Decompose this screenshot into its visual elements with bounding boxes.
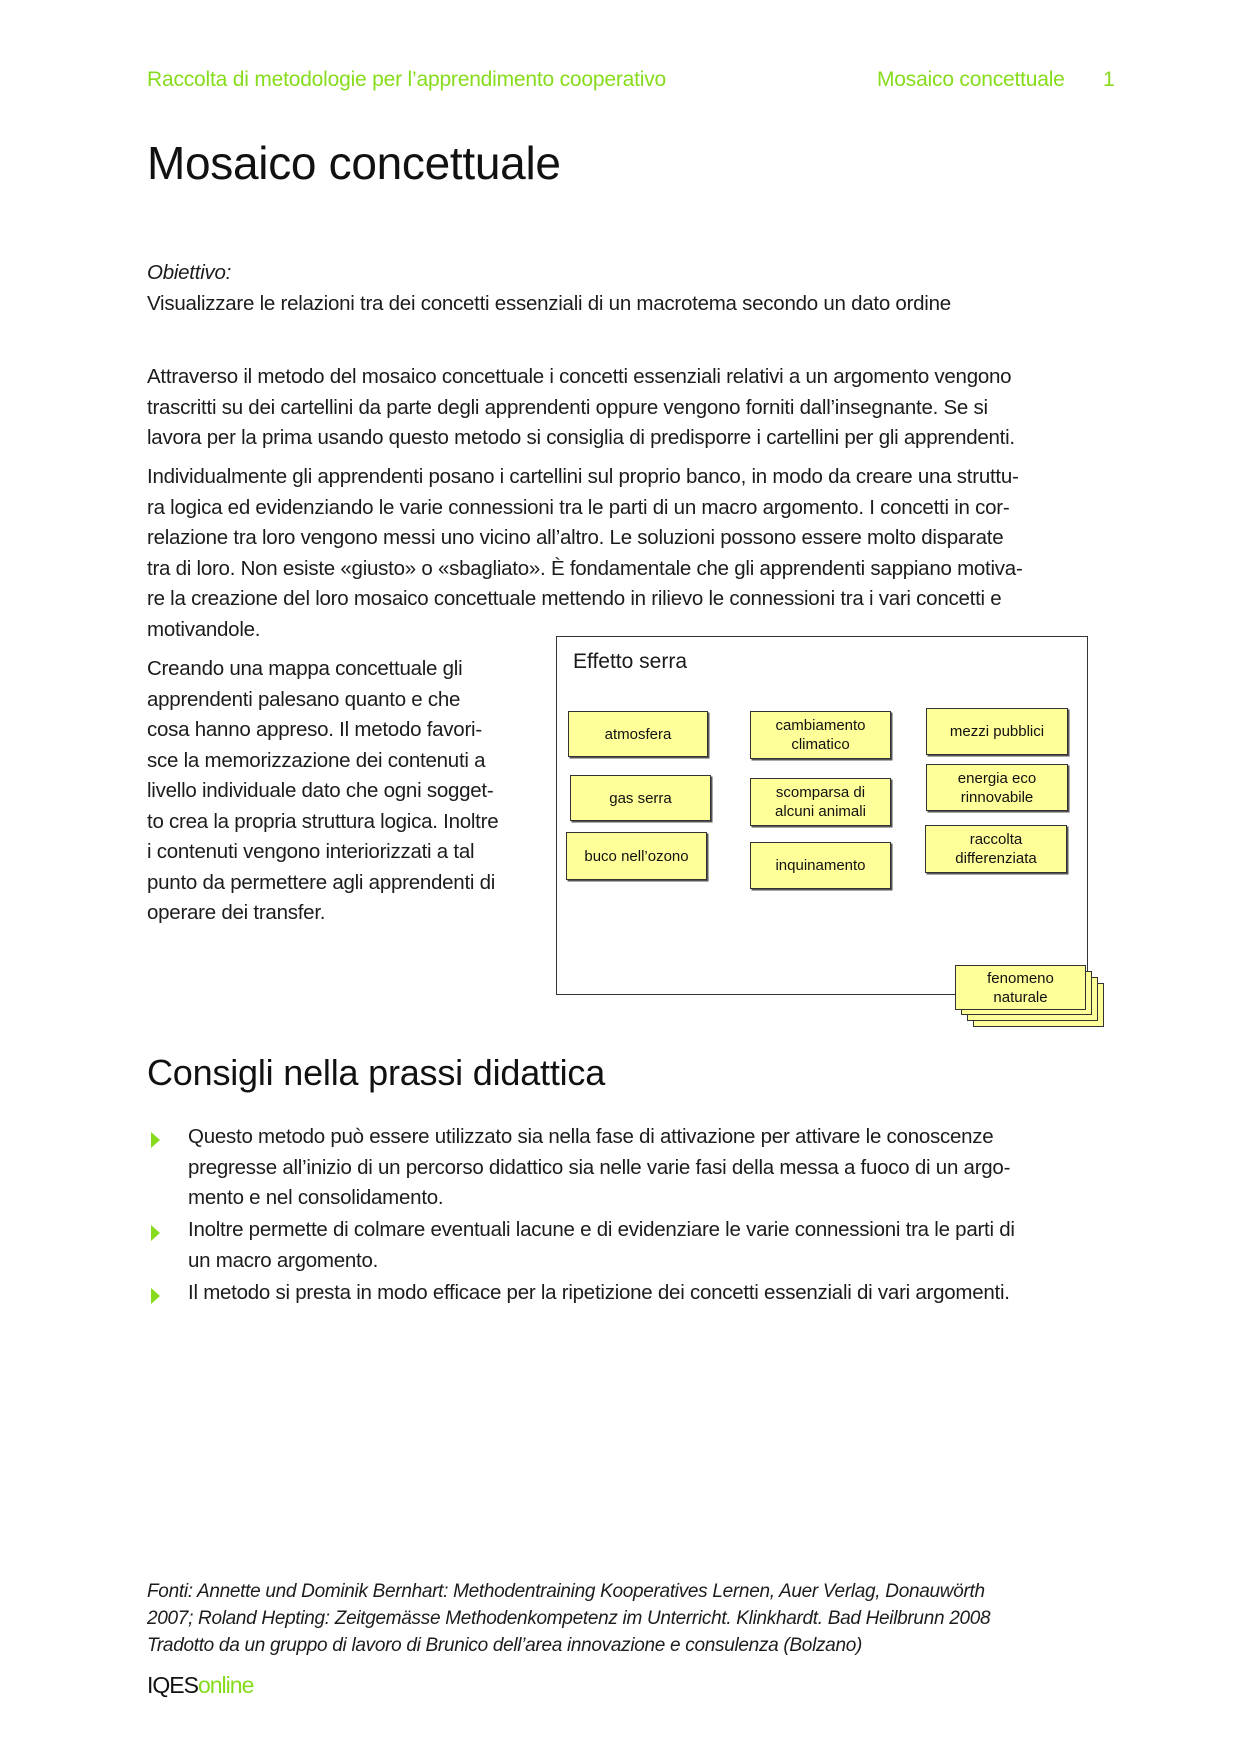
objective-label: Obiettivo: — [147, 261, 232, 284]
logo-part-online: online — [197, 1672, 254, 1698]
paragraph-line: tra di loro. Non esiste «giusto» o «sbagliato». È fondamentale che gli apprendenti sappiano motiva- — [147, 556, 1023, 580]
paragraph-line: livello individuale dato che ogni sogget- — [147, 779, 494, 802]
paragraph-line: motivandole. — [147, 617, 261, 641]
card-label: differenziata — [955, 850, 1037, 867]
card-label: gas serra — [609, 789, 672, 807]
bullet-item-1 — [188, 1122, 1010, 1214]
card-label: climatico — [791, 736, 850, 753]
card-label: naturale — [993, 988, 1048, 1006]
concept-card-energia-rinnovabile — [926, 764, 1068, 811]
page-number: 1 — [1103, 68, 1115, 91]
paragraph-line: Individualmente gli apprendenti posano i cartellini sul proprio banco, in modo da creare una struttu- — [147, 465, 1019, 488]
paragraph-line: apprendenti palesano quanto e che — [147, 687, 461, 711]
bullet-item-2 — [188, 1215, 1015, 1276]
concept-card-buco-ozono — [566, 832, 707, 880]
card-label: scomparsa di — [775, 784, 866, 801]
paragraph-line: operare dei transfer. — [147, 901, 326, 924]
sources-line: 2007; Roland Hepting: Zeitgemässe Methodenkompetenz im Unterricht. Klinkhardt. Bad Heilbrunn 2008 — [147, 1608, 991, 1629]
card-label: rinnovabile — [960, 788, 1034, 806]
concept-card-gas-serra — [570, 775, 711, 821]
concept-card-inquinamento — [750, 842, 891, 889]
paragraph-1 — [147, 362, 1015, 454]
paragraph-2 — [147, 462, 1023, 645]
triangle-right-icon — [151, 1225, 160, 1241]
paragraph-line: re la creazione del loro mosaico concettuale mettendo in rilievo le connessioni tra i vari concetti e — [147, 587, 1002, 610]
bullet-line: mento e nel consolidamento. — [188, 1186, 444, 1209]
bullet-line: Inoltre permette di colmare eventuali lacune e di evidenziare le varie connessioni tra le parti di — [188, 1218, 1015, 1241]
footer-sources — [147, 1578, 990, 1632]
concept-card-raccolta-differenziata — [925, 825, 1067, 873]
paragraph-line: ra logica ed evidenziando le varie connessioni tra le parti di un macro argomento. I concetti in cor- — [147, 495, 1010, 519]
paragraph-line: Attraverso il metodo del mosaico concettuale i concetti essenziali relativi a un argomento vengono — [147, 365, 1012, 388]
bullet-line: pregresse all’inizio di un percorso didattico sia nelle varie fasi della messa a fuoco di un argo- — [188, 1155, 1011, 1179]
header-section-title: Mosaico concettuale — [877, 68, 1065, 91]
card-label: atmosfera — [604, 725, 672, 743]
header-collection-title: Raccolta di metodologie per l’apprendimento cooperativo — [147, 68, 666, 91]
concept-card-mezzi-pubblici — [926, 708, 1068, 755]
concept-card-atmosfera — [568, 711, 708, 757]
paragraph-line: cosa hanno appreso. Il metodo favori- — [147, 718, 482, 741]
card-label: buco nell’ozono — [584, 847, 689, 865]
paragraph-3 — [147, 654, 498, 929]
card-label: alcuni animali — [775, 803, 866, 820]
card-label: inquinamento — [775, 857, 866, 874]
bullet-line: Questo metodo può essere utilizzato sia nella fase di attivazione per attivare le conoscenze — [188, 1125, 994, 1148]
triangle-right-icon — [151, 1288, 160, 1304]
objective-text: Visualizzare le relazioni tra dei concetti essenziali di un macrotema secondo un dato ordine — [147, 292, 951, 315]
card-label: mezzi pubblici — [949, 723, 1045, 740]
bullet-line: un macro argomento. — [188, 1248, 379, 1272]
logo-part-iqes: IQES — [147, 1672, 198, 1698]
card-label: raccolta — [969, 831, 1023, 848]
concept-card-fenomeno-naturale — [955, 965, 1086, 1010]
paragraph-line: sce la memorizzazione dei contenuti a — [147, 748, 486, 772]
triangle-right-icon — [151, 1132, 160, 1148]
section-heading-consigli: Consigli nella prassi didattica — [147, 1052, 606, 1093]
footer-translation: Tradotto da un gruppo di lavoro di Brunico dell’area innovazione e consulenza (Bolzano) — [147, 1635, 863, 1656]
card-label: cambiamento — [775, 717, 866, 734]
paragraph-line: Creando una mappa concettuale gli — [147, 657, 463, 680]
diagram-title: Effetto serra — [573, 650, 688, 673]
card-label: energia eco — [957, 769, 1037, 787]
page-title: Mosaico concettuale — [147, 137, 561, 189]
paragraph-line: lavora per la prima usando questo metodo si consiglia di predisporre i cartellini per gli apprendenti. — [147, 426, 1015, 449]
paragraph-line: punto da permettere agli apprendenti di — [147, 870, 496, 894]
sources-line: Fonti: Annette und Dominik Bernhart: Methodentraining Kooperatives Lernen, Auer Verlag, Donauwörth — [147, 1581, 985, 1602]
paragraph-line: relazione tra loro vengono messi uno vicino all’altro. Le soluzioni possono essere molto disparate — [147, 526, 1004, 549]
bullet-line: Il metodo si presta in modo efficace per la ripetizione dei concetti essenziali di vari argomenti. — [188, 1281, 1010, 1304]
bullet-item-3 — [188, 1278, 1010, 1309]
paragraph-line: i contenuti vengono interiorizzati a tal — [147, 840, 475, 863]
concept-card-cambiamento-climatico — [750, 711, 891, 759]
concept-card-scomparsa-animali — [750, 778, 891, 826]
paragraph-line: trascritti su dei cartellini da parte degli apprendenti oppure vengono forniti dall’insegnante. Se si — [147, 395, 988, 419]
card-label: fenomeno — [987, 969, 1054, 987]
iqes-online-logo — [147, 1672, 253, 1699]
paragraph-line: to crea la propria struttura logica. Inoltre — [147, 809, 499, 833]
